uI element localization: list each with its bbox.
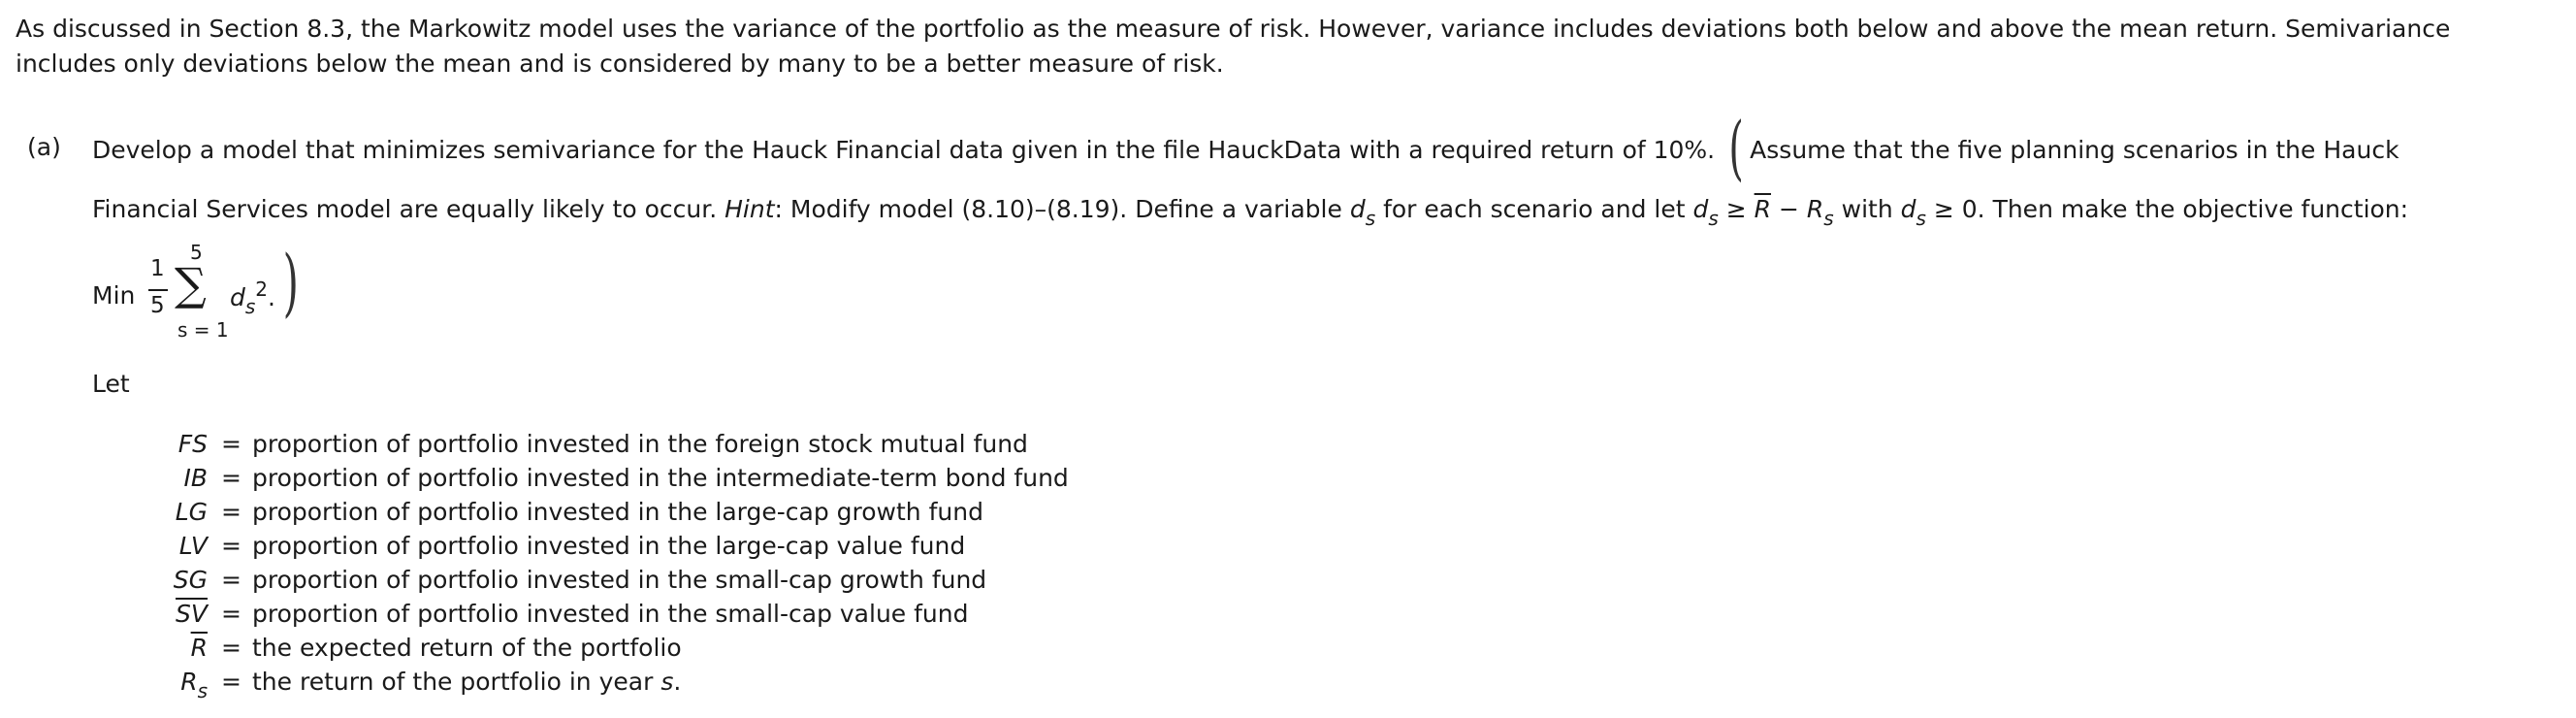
def-text-end: . xyxy=(673,668,682,696)
var-d: d xyxy=(1349,195,1366,223)
def-eq: = xyxy=(221,498,242,526)
term-sup: 2 xyxy=(255,277,269,301)
def-text: proportion of portfolio invested in the small-cap value fund xyxy=(252,600,969,628)
def-var: $\overline{SV}$ xyxy=(176,600,208,628)
line2-d: ≥ 0. Then make the objective function: xyxy=(1933,195,2409,223)
open-paren: ( xyxy=(1728,107,1744,188)
part-a-label: (a) xyxy=(27,133,61,161)
sum-lower-limit: s = 1 xyxy=(177,318,229,342)
line2-c: for each scenario and let xyxy=(1383,195,1686,223)
min-word: Min xyxy=(92,281,136,310)
sum-term xyxy=(230,277,275,318)
line2-b: : Modify model (8.10)–(8.19). Define a variable xyxy=(774,195,1342,223)
def-text: proportion of portfolio invested in the foreign stock mutual fund xyxy=(252,430,1028,458)
def-text-a: the return of the portfolio in year xyxy=(252,668,654,696)
var-rs-sub: s xyxy=(1823,207,1834,230)
def-var: IB xyxy=(183,464,208,492)
objective-formula xyxy=(92,239,480,351)
def-var: FS xyxy=(177,430,208,458)
def-eq: = xyxy=(221,566,242,594)
var-rs: R xyxy=(1806,195,1824,223)
def-var xyxy=(180,665,208,708)
def-text xyxy=(252,665,681,699)
def-var-sub: s xyxy=(197,679,208,702)
part-a-line-1 xyxy=(92,107,2399,188)
var-d-2-sub: s xyxy=(1708,207,1719,230)
def-eq: = xyxy=(221,430,242,458)
def-eq: = xyxy=(221,532,242,560)
def-var: LV xyxy=(178,532,208,560)
line2-a: Financial Services model are equally likely to occur. xyxy=(92,195,718,223)
with-word: with xyxy=(1841,195,1893,223)
var-r-bar: $\overline{R}$ xyxy=(1754,195,1772,223)
def-eq: = xyxy=(221,464,242,492)
hint-word: Hint xyxy=(724,195,775,223)
fraction-denominator: 5 xyxy=(150,293,165,318)
def-eq: = xyxy=(221,634,242,662)
var-d-sub: s xyxy=(1365,207,1376,230)
def-var: $\overline{R}$ xyxy=(190,634,208,662)
sum-symbol: ∑ xyxy=(175,258,207,310)
part-a-line1-text: Develop a model that minimizes semivariance for the Hauck Financial data given in the file HauckData with a required return of 10%. xyxy=(92,136,1716,164)
def-text: proportion of portfolio invested in the small-cap growth fund xyxy=(252,566,987,594)
def-var: SG xyxy=(173,566,208,594)
def-eq: = xyxy=(221,600,242,628)
let-word: Let xyxy=(92,370,130,398)
def-var-r: R xyxy=(180,668,198,696)
def-var: LG xyxy=(175,498,208,526)
close-paren: ) xyxy=(282,239,299,325)
minus-symbol: − xyxy=(1778,195,1799,223)
term-var: d xyxy=(230,283,245,311)
intro-paragraph: As discussed in Section 8.3, the Markowitz model uses the variance of the portfolio as the measure of risk. However, variance includes deviations both below and above the mean return. Semivariance includes only deviations below the mean and is considered by many to be a better measure of risk. xyxy=(16,15,2451,78)
sum-upper-limit: 5 xyxy=(190,241,203,264)
fraction-numerator: 1 xyxy=(150,256,165,281)
def-text: proportion of portfolio invested in the large-cap value fund xyxy=(252,532,966,560)
term-sub: s xyxy=(244,295,256,318)
var-d-2: d xyxy=(1692,195,1709,223)
term-end: . xyxy=(268,283,275,311)
def-text: proportion of portfolio invested in the large-cap growth fund xyxy=(252,498,983,526)
var-d-3-sub: s xyxy=(1916,207,1926,230)
ge-symbol: ≥ xyxy=(1725,195,1747,223)
def-text: the expected return of the portfolio xyxy=(252,634,682,662)
fraction-bar xyxy=(148,289,168,291)
part-a-line1-cont: Assume that the five planning scenarios in the Hauck xyxy=(1750,136,2399,164)
def-eq: = xyxy=(221,668,242,696)
var-d-3: d xyxy=(1900,195,1916,223)
def-text: proportion of portfolio invested in the intermediate-term bond fund xyxy=(252,464,1069,492)
part-a-line-2 xyxy=(92,192,2408,236)
def-text-var: s xyxy=(660,668,674,696)
